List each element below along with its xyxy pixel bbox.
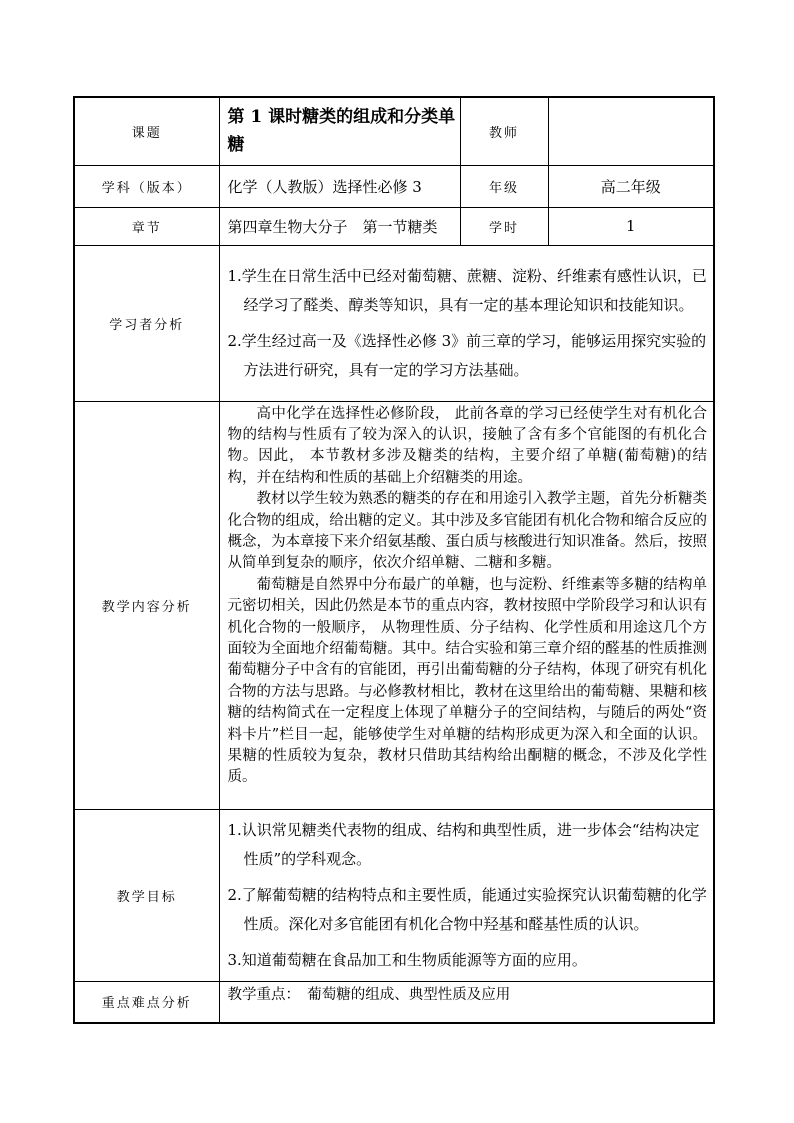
content-paragraph: 教材以学生较为熟悉的糖类的存在和用途引入教学主题，首先分析糖类化合物的组成，给出糖的定义。其中涉及多官能团有机化合物和缩合反应的概念，为本章接下来介绍氨基酸、蛋白质与核酸进行知识准备。然后，按照从简单到复杂的顺序，依次介绍单糖、二糖和多糖。 <box>227 491 707 572</box>
row-objectives <box>74 809 714 981</box>
objectives-label: 教学目标 <box>74 809 219 981</box>
row-chapter <box>74 207 714 245</box>
key-points-content <box>219 981 714 1023</box>
chapter-label: 章节 <box>74 207 219 245</box>
learner-analysis-item: 1.学生在日常生活中已经对葡萄糖、蔗糖、淀粉、纤维素有感性认识，已经学习了醛类、醇类等知识，具有一定的基本理论知识和技能知识。 <box>227 266 707 314</box>
row-learner-analysis <box>74 245 714 401</box>
subject-value: 化学（人教版）选择性必修 3 <box>219 165 460 207</box>
teacher-value <box>548 97 714 165</box>
lesson-plan-table <box>73 96 715 1024</box>
key-points-text: 教学重点： 葡萄糖的组成、典型性质及应用 <box>227 986 511 1003</box>
objective-item: 3.知道葡萄糖在食品加工和生物质能源等方面的应用。 <box>227 950 587 969</box>
subject-label: 学科（版本） <box>74 165 219 207</box>
content-paragraph: 葡萄糖是自然界中分布最广的单糖，也与淀粉、纤维素等多糖的结构单元密切相关，因此仍然是本节的重点内容，教材按照中学阶段学习和认识有机化合物的一般顺序， 从物理性质、分子结构、化学性质和用途这几个方面较为全面地介绍葡萄糖。其中。结合实验和第三章介绍的醛基的性质推测葡萄糖分子中含有的官能团，再引出葡萄糖的分子结构，体现了研究有机化合物的方法与思路。与必修教材相比，教材在这里给出的葡萄糖、果糖和核糖的结构简式在一定程度上体现了单糖分子的空间结构，与随后的两处“资料卡片”栏目一起，能够使学生对单糖的结构形成更为深入和全面的认识。果糖的性质较为复杂，教材只借助其结构给出酮糖的概念，不涉及化学性质。 <box>227 576 707 786</box>
objectives-content <box>219 809 714 981</box>
learner-analysis-content <box>219 245 714 401</box>
row-subject <box>74 165 714 207</box>
grade-value: 高二年级 <box>548 165 714 207</box>
topic-label: 课题 <box>74 97 219 165</box>
chapter-value: 第四章生物大分子 第一节糖类 <box>219 207 460 245</box>
learner-analysis-label: 学习者分析 <box>74 245 219 401</box>
row-key-points <box>74 981 714 1023</box>
content-analysis-content <box>219 401 714 809</box>
content-paragraph: 高中化学在选择性必修阶段， 此前各章的学习已经使学生对有机化合物的结构与性质有了较为深入的认识，接触了含有多个官能图的有机化合物。因此， 本节教材多涉及糖类的结构，主要介绍了单糖(葡萄糖)的结构，并在结构和性质的基础上介绍糖类的用途。 <box>227 405 707 486</box>
row-topic <box>74 97 714 165</box>
hours-value: 1 <box>548 207 714 245</box>
hours-label: 学时 <box>460 207 548 245</box>
objective-item: 2.了解葡萄糖的结构特点和主要性质，能通过实验探究认识葡萄糖的化学性质。深化对多官能团有机化合物中羟基和醛基性质的认识。 <box>227 885 707 933</box>
objective-item: 1.认识常见糖类代表物的组成、结构和典型性质，进一步体会“结构决定性质”的学科观念。 <box>227 820 700 868</box>
learner-analysis-item: 2.学生经过高一及《选择性必修 3》前三章的学习，能够运用探究实验的方法进行研究，具有一定的学习方法基础。 <box>227 331 707 379</box>
topic-value: 第 1 课时糖类的组成和分类单糖 <box>219 97 460 165</box>
grade-label: 年级 <box>460 165 548 207</box>
content-analysis-label: 教学内容分析 <box>74 401 219 809</box>
teacher-label: 教师 <box>460 97 548 165</box>
row-content-analysis <box>74 401 714 809</box>
key-points-label: 重点难点分析 <box>74 981 219 1023</box>
